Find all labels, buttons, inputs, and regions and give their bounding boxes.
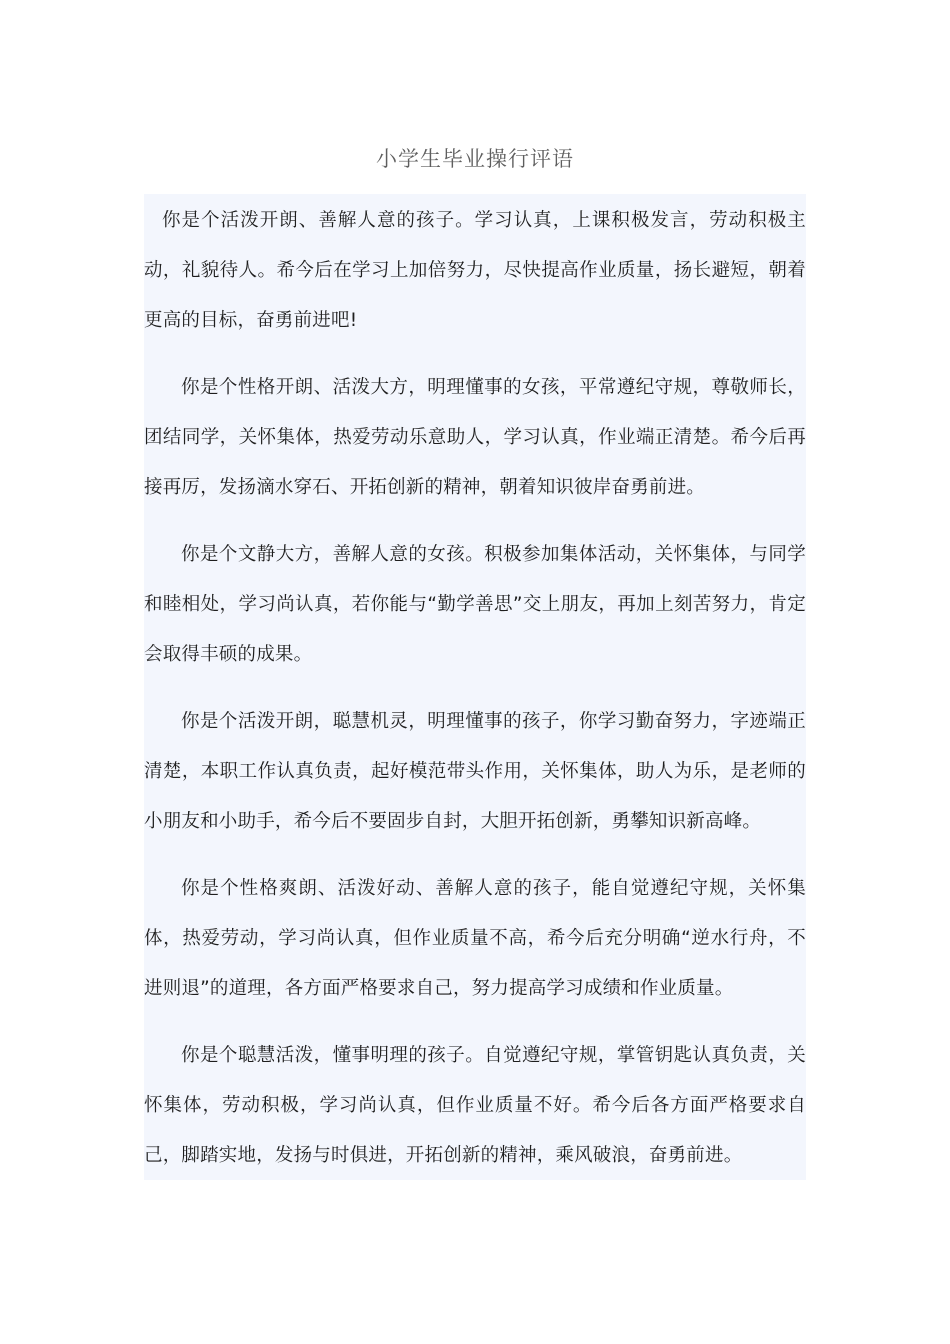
- comment-text-block: [144, 194, 806, 1180]
- comment-paragraph-2: 你是个性格开朗、活泼大方，明理懂事的女孩，平常遵纪守规，尊敬师长，团结同学，关怀集体，热爱劳动乐意助人，学习认真，作业端正清楚。希今后再接再厉，发扬滴水穿石、开拓创新的精神，朝着知识彼岸奋勇前进。: [144, 377, 806, 498]
- comment-paragraph-1: 你是个活泼开朗、善解人意的孩子。学习认真，上课积极发言，劳动积极主动，礼貌待人。希今后在学习上加倍努力，尽快提高作业质量，扬长避短，朝着更高的目标，奋勇前进吧!: [144, 210, 806, 331]
- comment-paragraph-3: 你是个文静大方，善解人意的女孩。积极参加集体活动，关怀集体，与同学和睦相处，学习尚认真，若你能与“勤学善思”交上朋友，再加上刻苦努力，肯定会取得丰硕的成果。: [144, 544, 806, 665]
- comment-paragraph-4: 你是个活泼开朗，聪慧机灵，明理懂事的孩子，你学习勤奋努力，字迹端正清楚，本职工作认真负责，起好模范带头作用，关怀集体，助人为乐，是老师的小朋友和小助手，希今后不要固步自封，大胆开拓创新，勇攀知识新高峰。: [144, 711, 806, 832]
- document-title: 小学生毕业操行评语: [376, 147, 574, 171]
- comment-paragraph-5: 你是个性格爽朗、活泼好动、善解人意的孩子，能自觉遵纪守规，关怀集体，热爱劳动，学习尚认真，但作业质量不高，希今后充分明确“逆水行舟，不进则退”的道理，各方面严格要求自己，努力提高学习成绩和作业质量。: [144, 878, 806, 999]
- comment-paragraph-6: 你是个聪慧活泼，懂事明理的孩子。自觉遵纪守规，掌管钥匙认真负责，关怀集体，劳动积极，学习尚认真，但作业质量不好。希今后各方面严格要求自己，脚踏实地，发扬与时俱进，开拓创新的精神，乘风破浪，奋勇前进。: [144, 1045, 806, 1166]
